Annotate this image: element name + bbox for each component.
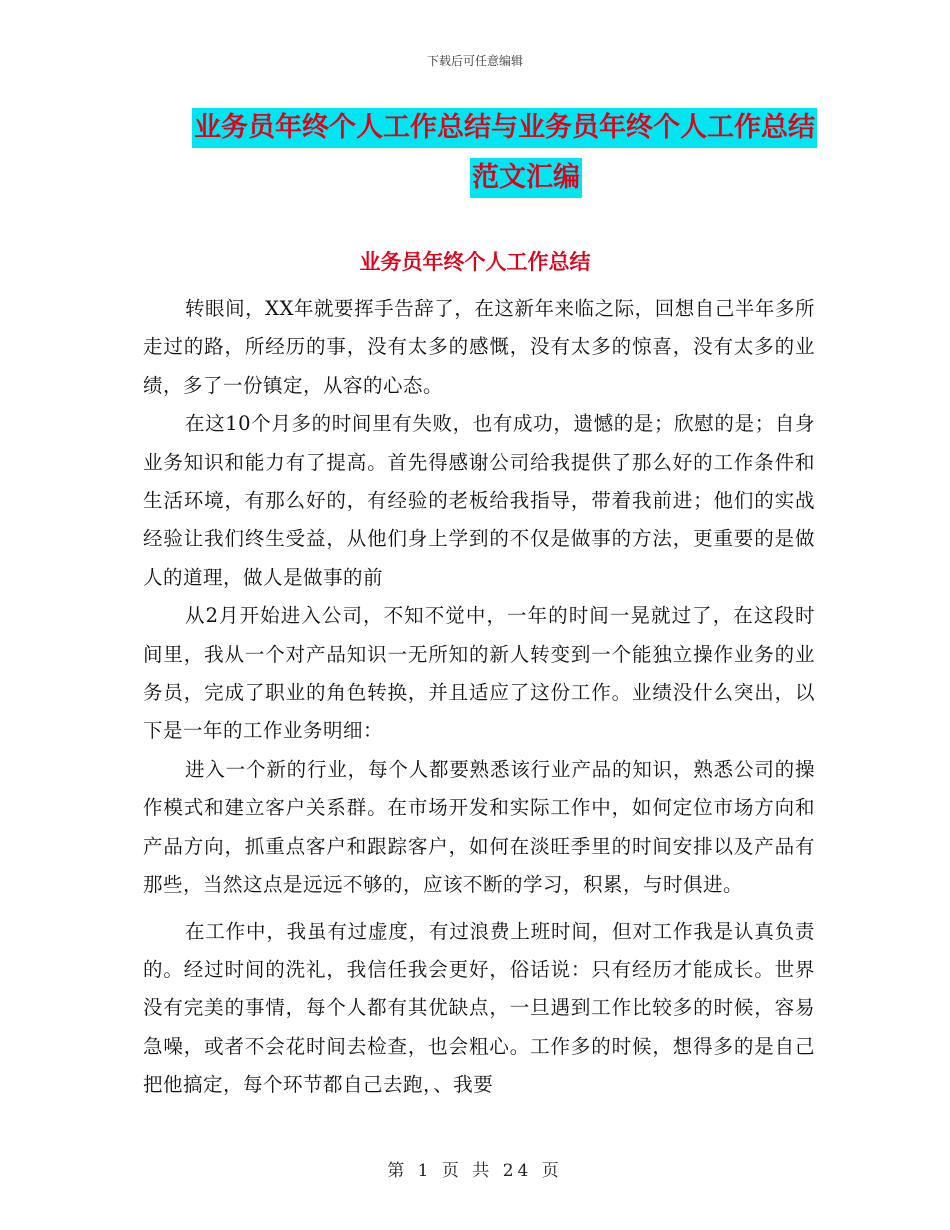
document-title-line-1: 业务员年终个人工作总结与业务员年终个人工作总结 [192, 108, 817, 148]
paragraph: 在工作中，我虽有过虚度，有过浪费上班时间，但对工作我是认真负责的。经过时间的洗礼，我信任我会更好，俗话说：只有经历才能成长。世界没有完美的事情，每个人都有其优缺点，一旦遇到工作比较多的时候，容易急噪，或者不会花时间去检查，也会粗心。工作多的时候，想得多的是自己把他搞定，每个环节都自己去跑，、我要 [143, 919, 815, 1097]
header-note: 下载后可任意编辑 [426, 54, 523, 68]
document-body [143, 290, 815, 1105]
paragraph: 转眼间，XX年就要挥手告辞了，在这新年来临之际，回想自己半年多所走过的路，所经历的事，没有太多的感慨，没有太多的惊喜，没有太多的业绩，多了一份镇定，从容的心态。 [143, 297, 815, 397]
section-heading: 业务员年终个人工作总结 [359, 250, 591, 274]
page-number: 第 1 页 共 24 页 [387, 1161, 563, 1181]
paragraph: 进入一个新的行业，每个人都要熟悉该行业产品的知识，熟悉公司的操作模式和建立客户关系群。在市场开发和实际工作中，如何定位市场方向和产品方向，抓重点客户和跟踪客户，如何在淡旺季里的时间安排以及产品有那些，当然这点是远远不够的，应该不断的学习，积累，与时俱进。 [143, 757, 815, 897]
document-title-line-2: 范文汇编 [470, 158, 582, 198]
paragraph: 从2月开始进入公司，不知不觉中，一年的时间一晃就过了，在这段时间里，我从一个对产品知识一无所知的新人转变到一个能独立操作业务的业务员，完成了职业的角色转换，并且适应了这份工作。业绩没什么突出，以下是一年的工作业务明细： [143, 604, 815, 743]
paragraph: 在这10个月多的时间里有失败，也有成功，遗憾的是；欣慰的是；自身业务知识和能力有了提高。首先得感谢公司给我提供了那么好的工作条件和生活环境，有那么好的，有经验的老板给我指导，带着我前进；他们的实战经验让我们终生受益，从他们身上学到的不仅是做事的方法，更重要的是做人的道理，做人是做事的前 [143, 412, 815, 589]
